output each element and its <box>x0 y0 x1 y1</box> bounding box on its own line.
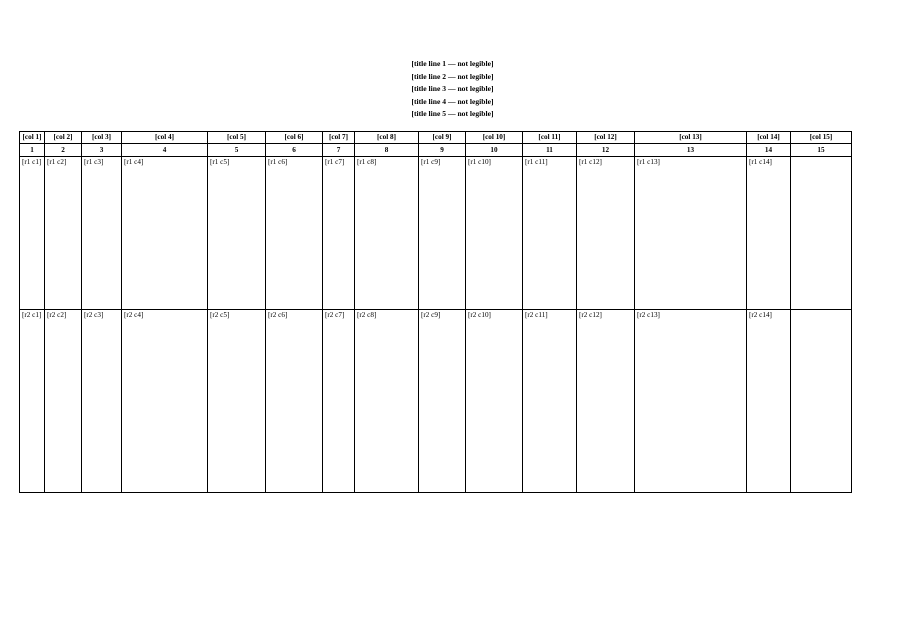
table-cell: [r2 c9] <box>419 310 466 493</box>
table-cell: [r1 c6] <box>266 157 323 310</box>
table-cell: [r2 c8] <box>355 310 419 493</box>
table-cell: [r2 c7] <box>323 310 355 493</box>
col-number: 6 <box>266 144 323 157</box>
table-cell: [r1 c3] <box>82 157 122 310</box>
table-cell: [r1 c14] <box>747 157 791 310</box>
table-cell: [r1 c4] <box>122 157 208 310</box>
col-number: 2 <box>45 144 82 157</box>
table-cell: [r1 c7] <box>323 157 355 310</box>
column-number-row <box>20 144 881 157</box>
col-number: 1 <box>20 144 45 157</box>
table-cell: [r2 c2] <box>45 310 82 493</box>
col-number: 12 <box>577 144 635 157</box>
col-header: [col 2] <box>45 132 82 144</box>
col-number: 13 <box>635 144 747 157</box>
col-header: [col 9] <box>419 132 466 144</box>
table-cell: [r1 c5] <box>208 157 266 310</box>
col-header: [col 6] <box>266 132 323 144</box>
table-cell: [r2 c13] <box>635 310 747 493</box>
document-title <box>30 58 875 121</box>
table-cell: [r2 c10] <box>466 310 523 493</box>
col-number: 9 <box>419 144 466 157</box>
table-cell: [r2 c3] <box>82 310 122 493</box>
col-number: 7 <box>323 144 355 157</box>
col-number: 15 <box>791 144 852 157</box>
col-number: 14 <box>747 144 791 157</box>
table-cell: [r1 c12] <box>577 157 635 310</box>
col-number: 3 <box>82 144 122 157</box>
table-cell: [r2 c6] <box>266 310 323 493</box>
table-cell: [r1 c10] <box>466 157 523 310</box>
col-number: 5 <box>208 144 266 157</box>
table-cell: [r1 c1] <box>20 157 45 310</box>
col-number: 10 <box>466 144 523 157</box>
table-row <box>20 157 881 310</box>
title-line-3: [title line 3 — not legible] <box>411 84 494 93</box>
table-cell: [r1 c11] <box>523 157 577 310</box>
table-cell: [r2 c12] <box>577 310 635 493</box>
title-line-1: [title line 1 — not legible] <box>411 59 494 68</box>
col-header: [col 7] <box>323 132 355 144</box>
services-registry-table <box>19 131 881 493</box>
table-cell: [r2 c11] <box>523 310 577 493</box>
table-cell <box>791 310 852 493</box>
col-header: [col 8] <box>355 132 419 144</box>
title-line-5: [title line 5 — not legible] <box>411 109 494 118</box>
table-cell: [r2 c1] <box>20 310 45 493</box>
col-header: [col 5] <box>208 132 266 144</box>
col-header: [col 11] <box>523 132 577 144</box>
col-number: 4 <box>122 144 208 157</box>
table-cell <box>791 157 852 310</box>
col-header: [col 3] <box>82 132 122 144</box>
table-cell: [r1 c9] <box>419 157 466 310</box>
table-cell: [r2 c5] <box>208 310 266 493</box>
col-header: [col 4] <box>122 132 208 144</box>
title-line-4: [title line 4 — not legible] <box>411 96 494 106</box>
table-cell: [r1 c13] <box>635 157 747 310</box>
col-header: [col 1] <box>20 132 45 144</box>
table-cell: [r1 c8] <box>355 157 419 310</box>
table-cell: [r2 c14] <box>747 310 791 493</box>
table-cell: [r2 c4] <box>122 310 208 493</box>
col-header: [col 13] <box>635 132 747 144</box>
col-number: 8 <box>355 144 419 157</box>
title-line-2: [title line 2 — not legible] <box>411 71 494 81</box>
table-cell: [r1 c2] <box>45 157 82 310</box>
table-header-row <box>20 132 881 144</box>
col-number: 11 <box>523 144 577 157</box>
col-header: [col 10] <box>466 132 523 144</box>
col-header: [col 15] <box>791 132 852 144</box>
col-header: [col 14] <box>747 132 791 144</box>
col-header: [col 12] <box>577 132 635 144</box>
table-row <box>20 310 881 493</box>
